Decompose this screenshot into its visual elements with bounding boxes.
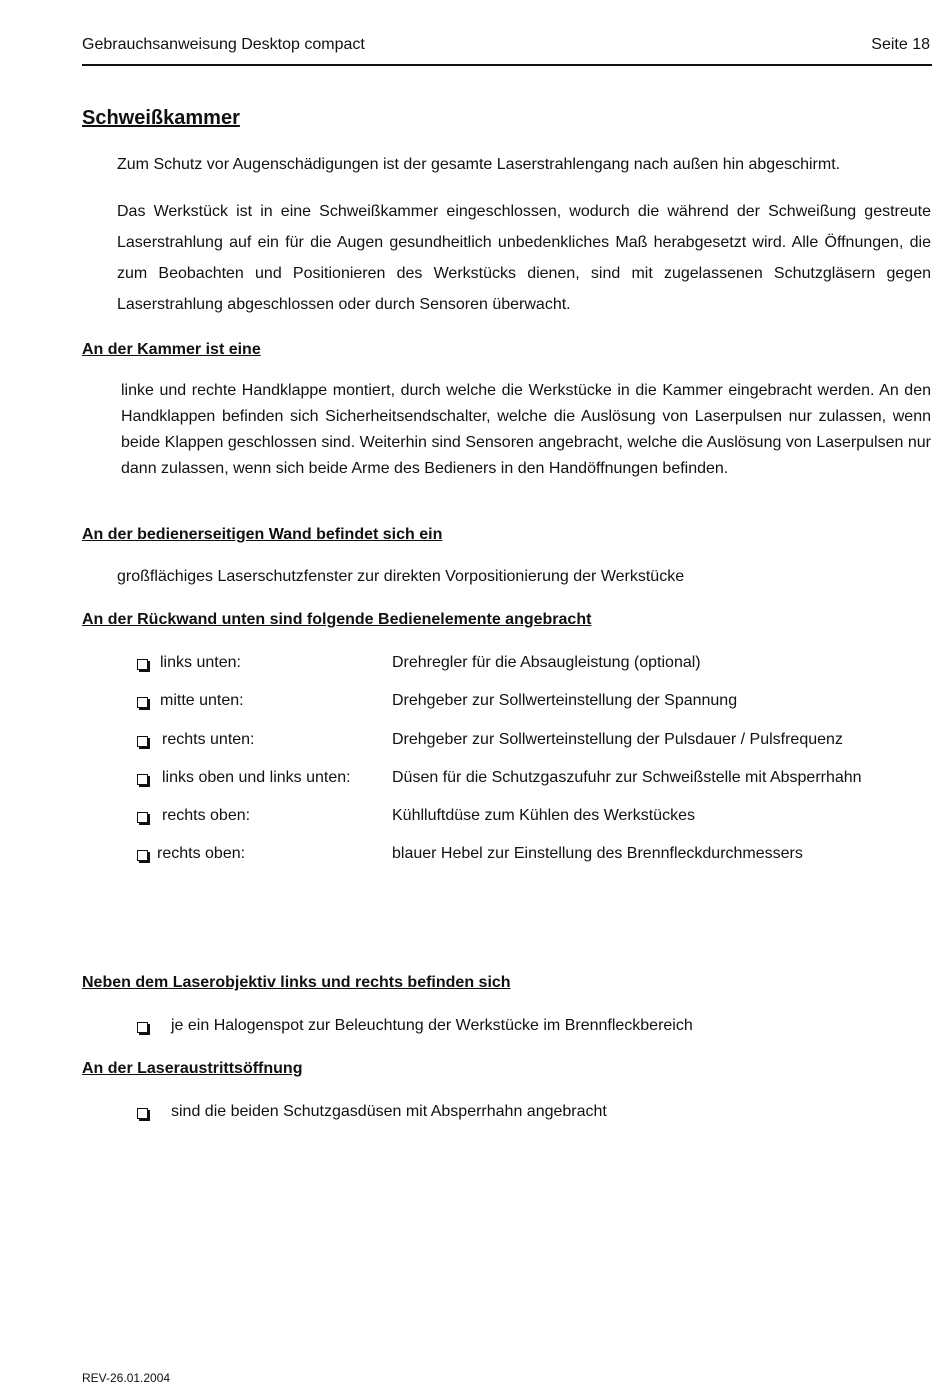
list-item [137, 769, 937, 791]
checkbox-bullet-icon [137, 1022, 148, 1033]
item-description: blauer Hebel zur Einstellung des Brennfleckdurchmessers [392, 845, 803, 862]
chamber-paragraph: Das Werkstück ist in eine Schweißkammer eingeschlossen, wodurch die während der Schweißung gestreute Laserstrahlung auf ein für die Augen gesundheitlich unbedenkliches Maß herabgesetzt wird. Alle Öffnungen, die zum Beobachten und Positionieren des Werkstücks dienen, sind mit zugelassenen Schutzgläsern gegen Laserstrahlung abgeschlossen oder durch Sensoren überwacht. [117, 203, 931, 313]
list-item [137, 1017, 937, 1039]
list-item [137, 654, 937, 676]
item-description: Kühlluftdüse zum Kühlen des Werkstückes [392, 807, 695, 824]
list-item [137, 692, 937, 714]
heading-laseraustritt: An der Laseraustrittsöffnung [82, 1060, 303, 1077]
item-label: sind die beiden Schutzgasdüsen mit Absperrhahn angebracht [171, 1103, 607, 1120]
item-description: Drehgeber zur Sollwerteinstellung der Pulsdauer / Pulsfrequenz [392, 731, 843, 748]
checkbox-bullet-icon [137, 736, 148, 747]
item-label: links oben und links unten: [162, 769, 351, 786]
checkbox-bullet-icon [137, 850, 148, 861]
checkbox-bullet-icon [137, 659, 148, 670]
heading-laserobjektiv: Neben dem Laserobjektiv links und rechts befinden sich [82, 974, 511, 991]
heading-wand: An der bedienerseitigen Wand befindet sich ein [82, 526, 443, 543]
item-label: rechts oben: [162, 807, 251, 824]
item-label: mitte unten: [160, 692, 244, 709]
intro-paragraph: Zum Schutz vor Augenschädigungen ist der gesamte Laserstrahlengang nach außen hin abgeschirmt. [117, 156, 841, 173]
list-item [137, 731, 937, 753]
heading-rueckwand: An der Rückwand unten sind folgende Bedienelemente angebracht [82, 611, 592, 628]
checkbox-bullet-icon [137, 1108, 148, 1119]
item-label: je ein Halogenspot zur Beleuchtung der Werkstücke im Brennfleckbereich [171, 1017, 693, 1034]
page-header [82, 34, 932, 66]
item-label: rechts unten: [162, 731, 255, 748]
item-description: Drehregler für die Absaugleistung (optional) [392, 654, 701, 671]
item-description: Drehgeber zur Sollwerteinstellung der Spannung [392, 692, 738, 709]
item-label: rechts oben: [157, 845, 246, 862]
page-number: Seite 18 [871, 36, 930, 53]
item-label: links unten: [160, 654, 241, 671]
section-title: Schweißkammer [82, 107, 240, 129]
list-item [137, 807, 937, 829]
revision-footer: REV-26.01.2004 [82, 1371, 171, 1385]
list-item [137, 1103, 937, 1125]
checkbox-bullet-icon [137, 697, 148, 708]
kammer-paragraph: linke und rechte Handklappe montiert, durch welche die Werkstücke in die Kammer eingebracht werden. An den Handklappen befinden sich Sicherheitsendschalter, welche die Auslösung von Laserpulsen nur zulassen, wenn beide Klappen geschlossen sind. Weiterhin sind Sensoren angebracht, welche die Auslösung von Laserpulsen nur dann zulassen, wenn sich beide Arme des Bedieners in den Handöffnungen befinden. [121, 382, 931, 477]
checkbox-bullet-icon [137, 774, 148, 785]
list-item [137, 845, 937, 867]
item-description: Düsen für die Schutzgaszufuhr zur Schweißstelle mit Absperrhahn [392, 769, 862, 786]
heading-kammer: An der Kammer ist eine [82, 341, 261, 358]
header-title: Gebrauchsanweisung Desktop compact [82, 36, 365, 53]
wand-paragraph: großflächiges Laserschutzfenster zur direkten Vorpositionierung der Werkstücke [117, 568, 685, 585]
checkbox-bullet-icon [137, 812, 148, 823]
